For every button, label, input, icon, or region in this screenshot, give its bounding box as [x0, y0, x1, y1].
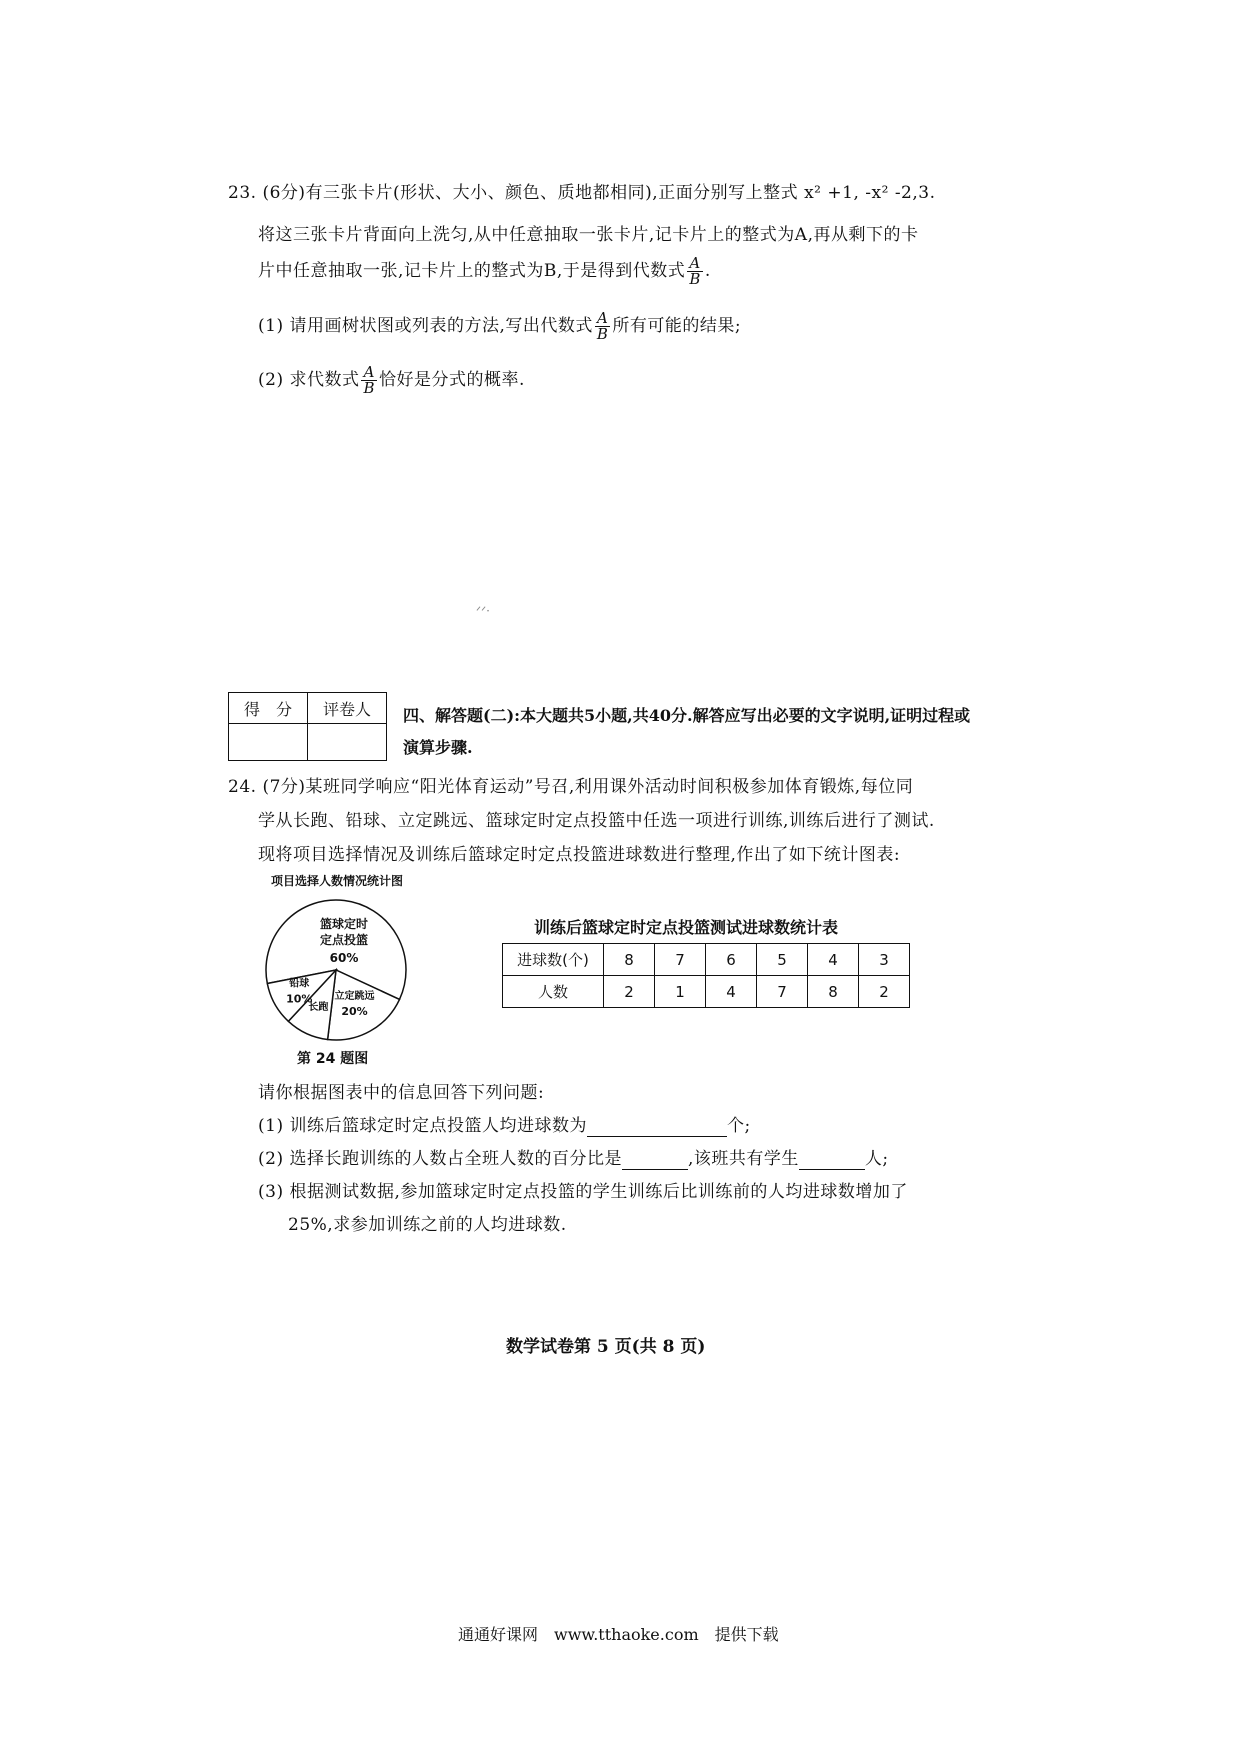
score-cell	[229, 724, 308, 761]
pie-label: 立定跳远	[334, 991, 375, 1003]
q23-line3-text: 片中任意抽取一张,记卡片上的整式为B,于是得到代数式	[258, 261, 686, 281]
q23-part2	[258, 365, 525, 396]
fraction-numerator: A	[361, 365, 377, 381]
goals-cell: 8	[604, 944, 655, 976]
q24-sub3-cont: 25%,求参加训练之前的人均进球数.	[288, 1215, 567, 1235]
people-cell: 2	[859, 976, 910, 1008]
people-cell: 4	[706, 976, 757, 1008]
fraction-numerator: A	[595, 311, 611, 327]
table-row	[503, 976, 910, 1008]
goals-cell: 4	[808, 944, 859, 976]
table-row	[503, 944, 910, 976]
people-cell: 7	[757, 976, 808, 1008]
fraction-denominator: B	[689, 270, 701, 288]
q23-part1-text: (1) 请用画树状图或列表的方法,写出代数式	[258, 316, 593, 336]
fraction-a-over-b	[595, 311, 611, 342]
q24-sub1-end: 个;	[726, 1116, 751, 1136]
q23-part2-text: (2) 求代数式	[258, 370, 360, 390]
q24-sub2-text: (2) 选择长跑训练的人数占全班人数的百分比是	[258, 1149, 622, 1169]
q24-line1: 24. (7分)某班同学响应“阳光体育运动”号召,利用课外活动时间积极参加体育锻炼,每位同	[228, 777, 914, 797]
q23-part1	[258, 311, 741, 342]
q24-sub2	[258, 1144, 889, 1170]
q23-part2-end: 恰好是分式的概率.	[379, 370, 525, 390]
people-cell: 1	[655, 976, 706, 1008]
q24-sub2-mid: ,该班共有学生	[687, 1149, 799, 1169]
pie-label: 定点投篮	[319, 933, 369, 947]
q23-line3	[258, 256, 711, 287]
goals-cell: 3	[859, 944, 910, 976]
goals-cell: 6	[706, 944, 757, 976]
fraction-denominator: B	[596, 325, 609, 343]
fraction-numerator: A	[687, 256, 703, 272]
q24-prompt: 请你根据图表中的信息回答下列问题:	[258, 1083, 545, 1103]
q24-sub1	[258, 1111, 751, 1137]
answer-blank[interactable]	[622, 1149, 688, 1170]
score-label: 得 分	[229, 693, 308, 724]
pie-percent: 10%	[286, 992, 313, 1006]
q23-part1-end: 所有可能的结果;	[612, 316, 742, 336]
q24-sub1-text: (1) 训练后篮球定时定点投篮人均进球数为	[258, 1116, 587, 1136]
score-box	[228, 692, 387, 761]
q24-line2: 学从长跑、铅球、立定跳远、篮球定时定点投篮中任选一项进行训练,训练后进行了测试.	[258, 811, 935, 831]
goals-cell: 5	[757, 944, 808, 976]
answer-blank[interactable]	[799, 1149, 865, 1170]
people-header: 人数	[503, 976, 604, 1008]
goals-table	[502, 943, 910, 1008]
goals-header: 进球数(个)	[503, 944, 604, 976]
q23-line1: 23. (6分)有三张卡片(形状、大小、颜色、质地都相同),正面分别写上整式 x² +1, -x² -2,3.	[228, 183, 936, 203]
q24-sub3: (3) 根据测试数据,参加篮球定时定点投篮的学生训练后比训练前的人均进球数增加了	[258, 1182, 908, 1202]
pie-label: 篮球定时	[319, 917, 369, 931]
section-4-heading: 四、解答题(二):本大题共5小题,共40分.解答应写出必要的文字说明,证明过程或演算步骤.	[403, 706, 971, 757]
pie-label: 铅球	[289, 978, 310, 990]
goals-cell: 7	[655, 944, 706, 976]
table-title: 训练后篮球定时定点投篮测试进球数统计表	[534, 918, 839, 937]
page-number-footer: 数学试卷第 5 页(共 8 页)	[506, 1337, 706, 1357]
scan-speck: ᐟᐟ·	[476, 604, 490, 618]
pie-chart	[258, 898, 458, 1048]
fraction-denominator: B	[363, 379, 376, 397]
people-cell: 2	[604, 976, 655, 1008]
figure-caption: 第 24 题图	[297, 1051, 369, 1067]
q24-sub2-end: 人;	[864, 1149, 889, 1169]
grader-label: 评卷人	[308, 693, 387, 724]
q23-line2: 将这三张卡片背面向上洗匀,从中任意抽取一张卡片,记卡片上的整式为A,再从剩下的卡	[258, 225, 919, 245]
q23-line3-end: .	[704, 261, 711, 281]
grader-cell	[308, 724, 387, 761]
pie-chart-title: 项目选择人数情况统计图	[271, 874, 404, 888]
fraction-a-over-b	[687, 256, 703, 287]
answer-blank[interactable]	[587, 1116, 727, 1137]
pie-percent: 20%	[341, 1005, 368, 1019]
site-footer: 通通好课网 www.tthaoke.com 提供下载	[458, 1625, 779, 1644]
pie-percent: 60%	[329, 951, 359, 965]
pie-label: 长跑	[308, 1002, 329, 1014]
q24-line3: 现将项目选择情况及训练后篮球定时定点投篮进球数进行整理,作出了如下统计图表:	[258, 845, 901, 865]
people-cell: 8	[808, 976, 859, 1008]
fraction-a-over-b	[361, 365, 377, 396]
